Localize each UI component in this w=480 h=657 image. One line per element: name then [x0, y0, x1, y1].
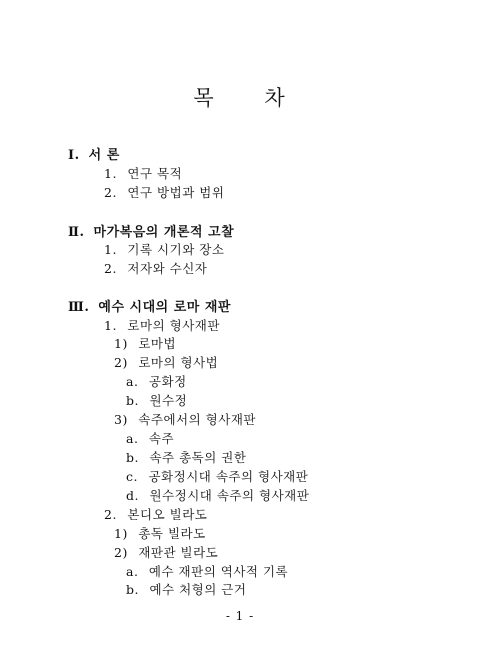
toc-text: 로마의 형사법	[138, 355, 219, 370]
toc-number: a.	[126, 564, 139, 579]
toc-text: 연구 방법과 범위	[127, 185, 225, 200]
toc-item-3-2	[104, 505, 207, 523]
toc-number: Ⅱ.	[68, 225, 85, 240]
toc-number: 2)	[114, 545, 128, 560]
toc-number: c.	[126, 469, 138, 484]
toc-text: 속주에서의 형사재판	[138, 412, 256, 427]
toc-item-3-1-3-d	[126, 486, 309, 504]
toc-item-3-1	[104, 316, 220, 334]
toc-item-3-1-2-a	[126, 372, 187, 390]
toc-number: Ⅰ.	[68, 148, 80, 163]
toc-number: 2.	[104, 507, 117, 522]
toc-text: 원수정시대 속주의 형사재판	[149, 488, 310, 503]
toc-number: 2.	[104, 261, 117, 276]
toc-text: 연구 목적	[127, 166, 183, 181]
toc-number: 1.	[104, 166, 117, 181]
toc-number: d.	[126, 488, 139, 503]
toc-text: 재판관 빌라도	[138, 545, 219, 560]
toc-item-3-1-3-a	[126, 429, 174, 447]
toc-item-2-1	[104, 240, 224, 258]
toc-number: b.	[126, 450, 139, 465]
toc-text: 속주 총독의 권한	[149, 450, 247, 465]
toc-number: 1.	[104, 318, 117, 333]
toc-number: 2)	[114, 355, 128, 370]
toc-section-1	[68, 144, 120, 163]
toc-item-3-1-3-c	[126, 467, 308, 485]
toc-number: 2.	[104, 185, 117, 200]
toc-text: 예수 재판의 역사적 기록	[148, 564, 289, 579]
toc-text: 마가복음의 개론적 고찰	[93, 225, 235, 240]
toc-section-3	[68, 296, 231, 315]
toc-item-3-1-3-b	[126, 448, 246, 466]
toc-number: b.	[126, 393, 139, 408]
toc-number: b.	[126, 582, 139, 597]
toc-text: 본디오 빌라도	[127, 507, 208, 522]
toc-item-3-2-2	[114, 543, 218, 561]
toc-number: 1)	[114, 336, 128, 351]
toc-section-2	[68, 221, 234, 240]
title-char-2: 차	[264, 86, 287, 110]
toc-item-1-1	[104, 164, 182, 182]
toc-text: 예수 처형의 근거	[149, 582, 247, 597]
toc-number: a.	[126, 431, 139, 446]
toc-text: 로마의 형사재판	[127, 318, 220, 333]
toc-item-2-2	[104, 259, 207, 277]
toc-number: 1.	[104, 242, 117, 257]
toc-number: 3)	[114, 412, 128, 427]
toc-text: 기록 시기와 장소	[127, 242, 225, 257]
toc-text: 저자와 수신자	[127, 261, 208, 276]
toc-number: 1)	[114, 526, 128, 541]
toc-text: 서 론	[88, 148, 120, 163]
toc-text: 로마법	[138, 336, 177, 351]
toc-item-3-1-1	[114, 334, 176, 352]
page-number: - 1 -	[225, 609, 255, 623]
title-char-1: 목	[193, 86, 216, 110]
toc-item-3-2-1	[114, 524, 206, 542]
toc-item-3-1-2-b	[126, 391, 187, 409]
toc-item-3-2-2-b	[126, 580, 246, 598]
toc-text: 원수정	[149, 393, 188, 408]
toc-item-3-2-2-a	[126, 562, 288, 580]
toc-item-1-2	[104, 183, 224, 201]
toc-text: 총독 빌라도	[138, 526, 206, 541]
toc-text: 속주	[148, 431, 175, 446]
toc-text: 공화정	[148, 374, 187, 389]
page-title	[0, 82, 480, 112]
toc-text: 예수 시대의 로마 재판	[98, 300, 231, 315]
toc-text: 공화정시대 속주의 형사재판	[148, 469, 309, 484]
toc-item-3-1-3	[114, 410, 256, 428]
toc-item-3-1-2	[114, 353, 218, 371]
toc-number: Ⅲ.	[68, 300, 90, 315]
toc-number: a.	[126, 374, 139, 389]
